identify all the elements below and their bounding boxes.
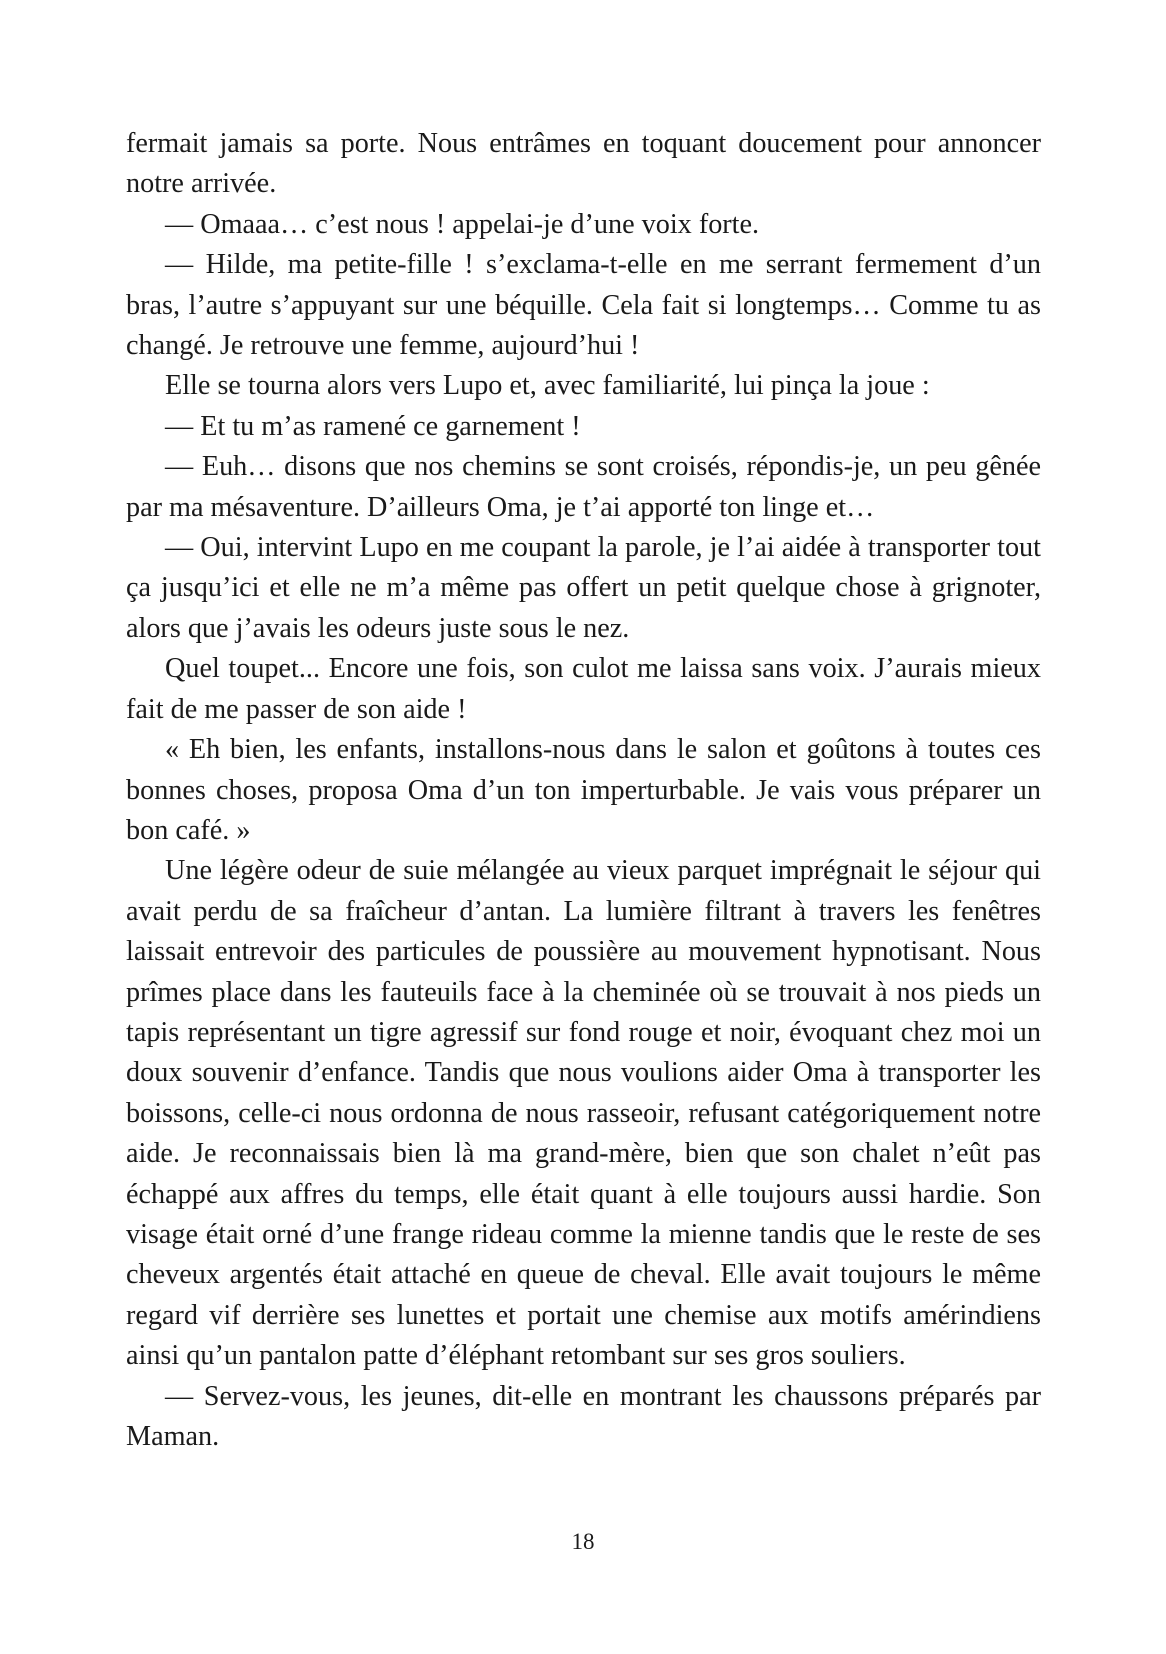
paragraph-4: Elle se tourna alors vers Lupo et, avec familiarité, lui pinça la joue : — [165, 370, 930, 402]
paragraph-1: fermait jamais sa porte. Nous entrâmes en toquant doucement pour annoncer notre arrivée. — [126, 128, 1041, 200]
paragraph-10: Une légère odeur de suie mélangée au vieux parquet imprégnait le séjour qui avait perdu de sa fraîcheur d’antan. La lumière filtrant à travers les fenêtres laissait entrevoir des particules de poussière au mouvement hypnotisant. Nous prîmes place dans les fauteuils face à la cheminée où se trouvait à nos pieds un tapis représentant un tigre agressif sur fond rouge et noir, évoquant chez moi un doux souvenir d’enfance. Tandis que nous voulions aider Oma à transporter les boissons, celle-ci nous ordonna de nous rasseoir, refusant catégoriquement notre aide. Je reconnaissais bien là ma grand-mère, bien que son chalet n’eût pas échappé aux affres du temps, elle était quant à elle toujours aussi hardie. Son visage était orné d’une frange rideau comme la mienne tandis que le reste de ses cheveux argentés était attaché en queue de cheval. Elle avait toujours le même regard vif derrière ses lunettes et portait une chemise aux motifs amérindiens ainsi qu’un pantalon patte d’éléphant retombant sur ses gros souliers. — [126, 855, 1041, 1372]
paragraph-7: — Oui, intervint Lupo en me coupant la parole, je l’ai aidée à transporter tout ça jusqu’ici et elle ne m’a même pas offert un petit quelque chose à grignoter, alors que j’avais les odeurs juste sous le nez. — [126, 532, 1041, 644]
paragraph-11: — Servez-vous, les jeunes, dit-elle en montrant les chaussons préparés par Maman. — [126, 1380, 1041, 1452]
paragraph-2: — Omaaa… c’est nous ! appelai-je d’une voix forte. — [165, 208, 760, 240]
paragraph-3: — Hilde, ma petite-fille ! s’exclama-t-elle en me serrant fermement d’un bras, l’autre s’appuyant sur une béquille. Cela fait si longtemps… Comme tu as changé. Je retrouve une femme, aujourd’hui ! — [126, 249, 1041, 362]
page-number: 18 — [571, 1529, 595, 1554]
paragraph-5: — Et tu m’as ramené ce garnement ! — [165, 410, 581, 442]
paragraph-8: Quel toupet... Encore une fois, son culot me laissa sans voix. J’aurais mieux fait de me passer de son aide ! — [126, 653, 1041, 725]
body-text — [126, 124, 1041, 1457]
paragraph-6: — Euh… disons que nos chemins se sont croisés, répondis-je, un peu gênée par ma mésaventure. D’ailleurs Oma, je t’ai apporté ton linge et… — [126, 451, 1041, 523]
paragraph-9: « Eh bien, les enfants, installons-nous dans le salon et goûtons à toutes ces bonnes choses, proposa Oma d’un ton imperturbable. Je vais vous préparer un bon café. » — [126, 734, 1041, 846]
